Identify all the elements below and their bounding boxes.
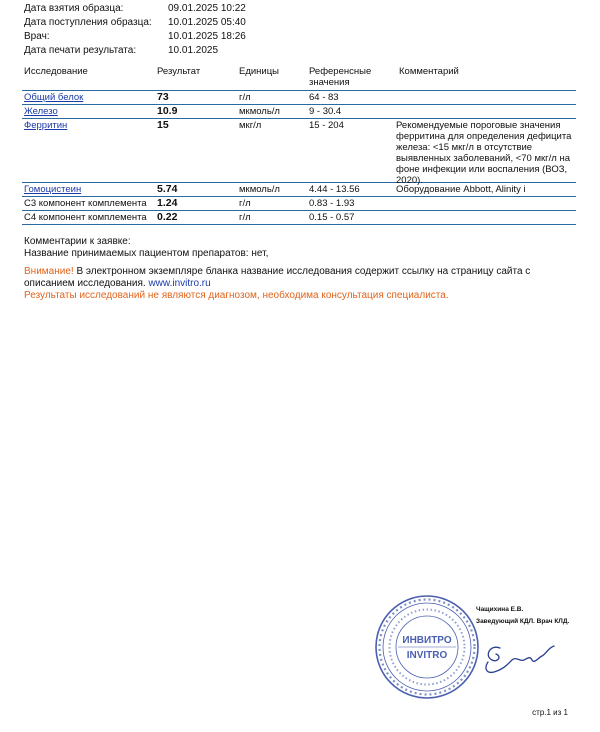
test-link[interactable]: Гомоцистеин [24, 184, 82, 195]
test-link[interactable]: Ферритин [24, 120, 68, 131]
table-row [22, 197, 576, 211]
reference-range: 64 - 83 [309, 92, 339, 103]
reference-range: 4.44 - 13.56 [309, 184, 360, 195]
units: мкг/л [239, 120, 262, 131]
signatory-name: Чащихина Е.В. [476, 606, 524, 613]
test-name: C4 компонент комплемента [24, 212, 147, 223]
test-link[interactable]: Общий белок [24, 92, 84, 103]
header-test: Исследование [24, 66, 88, 77]
attention-text: В электронном экземпляре бланка название исследования содержит ссылку на страницу сайта с описанием исследования. [24, 266, 531, 289]
table-row [22, 183, 576, 197]
meta-label: Дата печати результата: [24, 45, 137, 56]
reference-range: 0.15 - 0.57 [309, 212, 355, 223]
test-link[interactable]: Железо [24, 106, 58, 117]
meta-value: 10.01.2025 [168, 45, 219, 56]
units: г/л [239, 92, 251, 103]
result-value: 1.24 [157, 197, 178, 209]
header-reference-line2: значения [309, 77, 350, 88]
meta-label: Дата поступления образца: [24, 17, 152, 28]
signature-stroke [486, 646, 554, 672]
meta-value: 10.01.2025 18:26 [168, 31, 246, 42]
result-value: 15 [157, 119, 169, 131]
disclaimer: Результаты исследований не являются диагнозом, необходима консультация специалиста. [24, 290, 449, 301]
meta-label: Врач: [24, 31, 50, 42]
reference-range: 15 - 204 [309, 120, 344, 131]
header-reference [309, 66, 395, 88]
units: г/л [239, 212, 251, 223]
table-header [22, 64, 576, 91]
reference-range: 0.83 - 1.93 [309, 198, 355, 209]
table-row [22, 91, 576, 105]
header-result: Результат [157, 66, 201, 77]
notes-section [24, 236, 580, 302]
header-units: Единицы [239, 66, 280, 77]
meta-row [24, 44, 246, 58]
lab-stamp [374, 594, 480, 700]
attention-label: Внимание! [24, 266, 74, 277]
notes-medications: Название принимаемых пациентом препаратов: нет, [24, 248, 269, 259]
meta-row [24, 2, 246, 16]
meta-row [24, 30, 246, 44]
meta-value: 10.01.2025 05:40 [168, 17, 246, 28]
table-row [22, 211, 576, 225]
notes-title: Комментарии к заявке: [24, 236, 131, 247]
result-value: 5.74 [157, 183, 178, 195]
header-comment: Комментарий [399, 66, 459, 77]
test-name: C3 компонент комплемента [24, 198, 147, 209]
units: г/л [239, 198, 251, 209]
comment: Оборудование Abbott, Alinity i [396, 184, 526, 195]
result-value: 0.22 [157, 211, 178, 223]
table-row [22, 119, 576, 186]
handwritten-signature [480, 634, 560, 678]
comment: Рекомендуемые пороговые значения ферритина для определения дефицита железа: <15 мкг/л в отсутствие выявленных заболеваний, <70 мкг/л на фоне инфекции или воспаления (ВОЗ, 2020). [396, 120, 572, 186]
units: мкмоль/л [239, 106, 280, 117]
meta-row [24, 16, 246, 30]
stamp-brand-en: INVITRO [406, 650, 448, 661]
stamp-brand-ru: ИНВИТРО [402, 635, 452, 646]
signatory [476, 604, 569, 628]
meta-label: Дата взятия образца: [24, 3, 124, 14]
header-reference-line1: Референсные [309, 66, 372, 77]
sample-info [24, 2, 246, 58]
meta-value: 09.01.2025 10:22 [168, 3, 246, 14]
results-table [22, 64, 576, 225]
signatory-position: Заведующий КДЛ. Врач КЛД. [476, 618, 570, 625]
units: мкмоль/л [239, 184, 280, 195]
reference-range: 9 - 30.4 [309, 106, 342, 117]
page-number: стр.1 из 1 [532, 708, 568, 717]
site-link[interactable]: www.invitro.ru [148, 278, 211, 289]
attention-note [24, 266, 580, 290]
result-value: 73 [157, 91, 169, 103]
table-row [22, 105, 576, 119]
result-value: 10.9 [157, 105, 178, 117]
